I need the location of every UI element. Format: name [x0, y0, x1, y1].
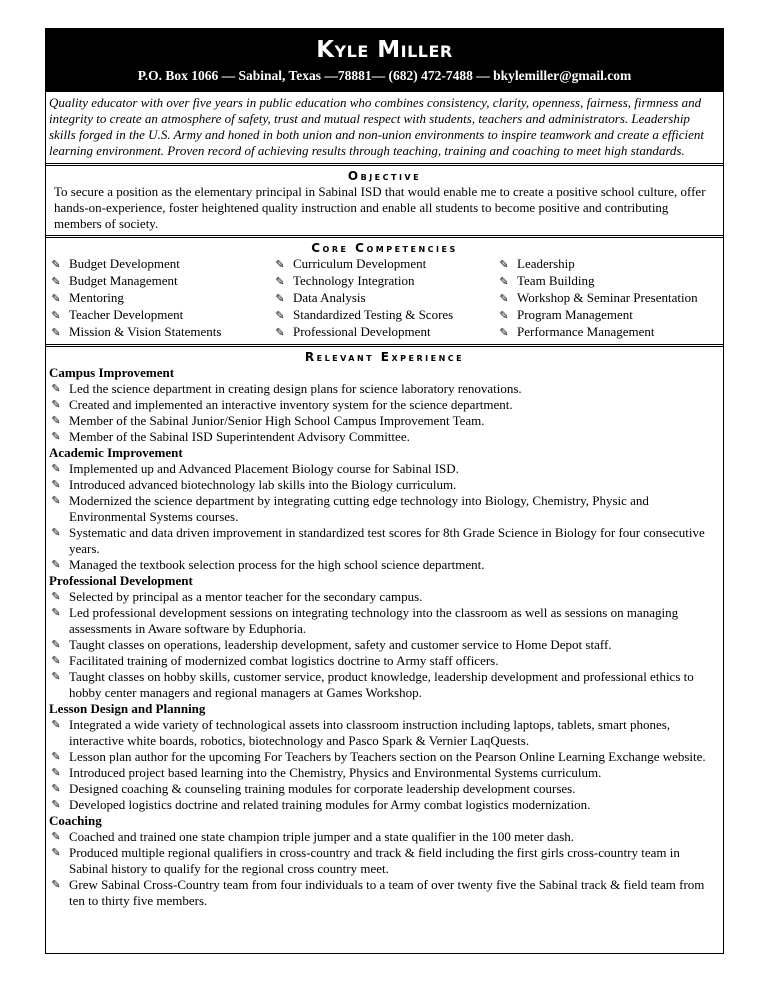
competency-label: Teacher Development [69, 307, 184, 322]
competency-item [273, 290, 497, 307]
resume-header [46, 29, 723, 92]
bullet-text: Facilitated training of modernized combat logistics doctrine to Army staff officers. [69, 653, 499, 668]
bullet-text: Taught classes on hobby skills, customer service, product knowledge, leadership development and professional ethics to hobby center managers and regional managers at Games Workshop. [69, 669, 694, 700]
pencil-icon: ✎ [51, 639, 61, 651]
professional-summary: Quality educator with over five years in public education who combines consistency, clarity, openness, fairness, firmness and integrity to create an atmosphere of safety, trust and mutual respect with students, teachers and administrators. Leadership skills forged in the U.S. Army and honed in both union and non-union environments to inspire teamwork and create a efficient learning environment. Proven record of achieving results through teaching, training and coaching to meet high standards. [49, 95, 704, 158]
competency-item [497, 256, 721, 273]
experience-bullet [49, 669, 719, 701]
pencil-icon: ✎ [51, 751, 61, 763]
bullet-text: Member of the Sabinal Junior/Senior High School Campus Improvement Team. [69, 413, 485, 428]
bullet-text: Integrated a wide variety of technological assets into classroom instruction including laptops, tablets, smart phones, interactive white boards, robotics, biotechnology and Pasco Spark & Vernier LaqQuests. [69, 717, 671, 748]
competency-item [497, 307, 721, 324]
pencil-icon: ✎ [275, 276, 285, 288]
experience-bullet [49, 397, 719, 413]
pencil-icon: ✎ [51, 527, 61, 539]
competency-item [497, 324, 721, 341]
bullet-text: Systematic and data driven improvement in standardized test scores for 8th Grade Science in Biology for four consecutive years. [69, 525, 705, 556]
experience-category: Campus Improvement [49, 365, 175, 380]
bullet-text: Grew Sabinal Cross-Country team from four individuals to a team of over twenty five the Sabinal track & field team from ten to thirty five members. [69, 877, 705, 908]
pencil-icon: ✎ [51, 767, 61, 779]
experience-bullet [49, 717, 719, 749]
competency-item [497, 290, 721, 307]
pencil-icon: ✎ [275, 310, 285, 322]
candidate-name: Kyle Miller [316, 37, 453, 63]
competency-item [49, 324, 273, 341]
experience-bullet [49, 477, 719, 493]
competencies-column [49, 256, 273, 341]
contact-line: P.O. Box 1066 — Sabinal, Texas —78881— (682) 472-7488 — bkylemiller@gmail.com [137, 68, 632, 83]
pencil-icon: ✎ [499, 276, 509, 288]
experience-bullet [49, 381, 719, 397]
experience-bullet [49, 781, 719, 797]
experience-title: Relevant Experience [304, 350, 465, 364]
experience-bullet [49, 749, 719, 765]
competency-label: Team Building [517, 273, 595, 288]
bullet-text: Lesson plan author for the upcoming For Teachers by Teachers section on the Pearson Online Learning Exchange website. [69, 749, 706, 764]
pencil-icon: ✎ [51, 847, 61, 859]
pencil-icon: ✎ [275, 259, 285, 271]
pencil-icon: ✎ [51, 310, 61, 322]
pencil-icon: ✎ [275, 327, 285, 339]
experience-bullet [49, 845, 719, 877]
bullet-text: Modernized the science department by integrating cutting edge technology into Biology, Chemistry, Physic and Environmental Systems courses. [69, 493, 649, 524]
pencil-icon: ✎ [51, 879, 61, 891]
pencil-icon: ✎ [51, 479, 61, 491]
competency-label: Technology Integration [293, 273, 415, 288]
pencil-icon: ✎ [51, 431, 61, 443]
competency-label: Leadership [517, 256, 575, 271]
pencil-icon: ✎ [499, 327, 509, 339]
pencil-icon: ✎ [499, 259, 509, 271]
competencies-title: Core Competencies [311, 241, 458, 255]
competency-label: Mentoring [69, 290, 124, 305]
pencil-icon: ✎ [51, 799, 61, 811]
experience-bullet [49, 557, 719, 573]
bullet-text: Implemented up and Advanced Placement Biology course for Sabinal ISD. [69, 461, 459, 476]
pencil-icon: ✎ [51, 259, 61, 271]
competency-label: Professional Development [293, 324, 431, 339]
bullet-text: Selected by principal as a mentor teacher for the secondary campus. [69, 589, 423, 604]
experience-bullet [49, 653, 719, 669]
competency-item [273, 273, 497, 290]
bullet-text: Led professional development sessions on integrating technology into the classroom as well as sessions on managing assessments in Aware software by Eduphoria. [69, 605, 679, 636]
pencil-icon: ✎ [51, 671, 61, 683]
pencil-icon: ✎ [499, 310, 509, 322]
pencil-icon: ✎ [51, 327, 61, 339]
competency-item [273, 307, 497, 324]
bullet-text: Developed logistics doctrine and related training modules for Army combat logistics modernization. [69, 797, 591, 812]
pencil-icon: ✎ [51, 831, 61, 843]
competency-item [49, 256, 273, 273]
pencil-icon: ✎ [51, 495, 61, 507]
bullet-text: Member of the Sabinal ISD Superintendent Advisory Committee. [69, 429, 410, 444]
competency-item [497, 273, 721, 290]
pencil-icon: ✎ [51, 655, 61, 667]
bullet-text: Introduced project based learning into the Chemistry, Physics and Environmental Systems curriculum. [69, 765, 602, 780]
competency-item [49, 290, 273, 307]
competency-label: Data Analysis [293, 290, 366, 305]
competency-label: Budget Management [69, 273, 178, 288]
experience-bullet [49, 877, 719, 909]
pencil-icon: ✎ [51, 719, 61, 731]
bullet-text: Managed the textbook selection process for the high school science department. [69, 557, 485, 572]
competency-label: Program Management [517, 307, 633, 322]
experience-bullet [49, 589, 719, 605]
objective-text: To secure a position as the elementary principal in Sabinal ISD that would enable me to create a positive school culture, offer hands-on-experience, foster heightened quality instruction and enable all students to become positive and contributing members of society. [54, 184, 706, 231]
experience-category: Academic Improvement [49, 445, 183, 460]
pencil-icon: ✎ [499, 293, 509, 305]
experience-bullet [49, 765, 719, 781]
experience-bullet [49, 413, 719, 429]
experience-bullet [49, 637, 719, 653]
experience-list [46, 365, 723, 909]
experience-bullet [49, 797, 719, 813]
bullet-text: Taught classes on operations, leadership development, safety and customer service to Home Depot staff. [69, 637, 612, 652]
competency-item [49, 307, 273, 324]
bullet-text: Led the science department in creating design plans for science laboratory renovations. [69, 381, 522, 396]
resume-page [45, 28, 724, 954]
objective-title: Objective [347, 169, 422, 183]
pencil-icon: ✎ [51, 591, 61, 603]
bullet-text: Introduced advanced biotechnology lab skills into the Biology curriculum. [69, 477, 457, 492]
experience-category: Coaching [49, 813, 102, 828]
competency-item [49, 273, 273, 290]
competency-label: Workshop & Seminar Presentation [517, 290, 698, 305]
bullet-text: Coached and trained one state champion triple jumper and a state qualifier in the 100 meter dash. [69, 829, 575, 844]
bullet-text: Created and implemented an interactive inventory system for the science department. [69, 397, 513, 412]
experience-category: Professional Development [49, 573, 193, 588]
competency-label: Budget Development [69, 256, 180, 271]
experience-bullet [49, 829, 719, 845]
competencies-column [273, 256, 497, 341]
pencil-icon: ✎ [51, 293, 61, 305]
competency-label: Standardized Testing & Scores [293, 307, 454, 322]
competency-label: Curriculum Development [293, 256, 427, 271]
pencil-icon: ✎ [51, 607, 61, 619]
competencies-grid [46, 256, 723, 344]
pencil-icon: ✎ [51, 399, 61, 411]
competency-item [273, 256, 497, 273]
bullet-text: Designed coaching & counseling training modules for corporate leadership development courses. [69, 781, 576, 796]
experience-bullet [49, 429, 719, 445]
competency-label: Mission & Vision Statements [69, 324, 222, 339]
pencil-icon: ✎ [51, 559, 61, 571]
experience-bullet [49, 461, 719, 477]
pencil-icon: ✎ [51, 276, 61, 288]
competencies-column [497, 256, 721, 341]
pencil-icon: ✎ [51, 463, 61, 475]
pencil-icon: ✎ [51, 383, 61, 395]
competency-item [273, 324, 497, 341]
bullet-text: Produced multiple regional qualifiers in cross-country and track & field including the first girls cross-country team in Sabinal history to qualify for the regional cross country meet. [69, 845, 680, 876]
section-divider [46, 163, 723, 166]
competency-label: Performance Management [517, 324, 655, 339]
pencil-icon: ✎ [51, 415, 61, 427]
pencil-icon: ✎ [51, 783, 61, 795]
section-divider [46, 344, 723, 347]
experience-bullet [49, 605, 719, 637]
experience-bullet [49, 525, 719, 557]
experience-bullet [49, 493, 719, 525]
pencil-icon: ✎ [275, 293, 285, 305]
section-divider [46, 235, 723, 238]
experience-category: Lesson Design and Planning [49, 701, 206, 716]
